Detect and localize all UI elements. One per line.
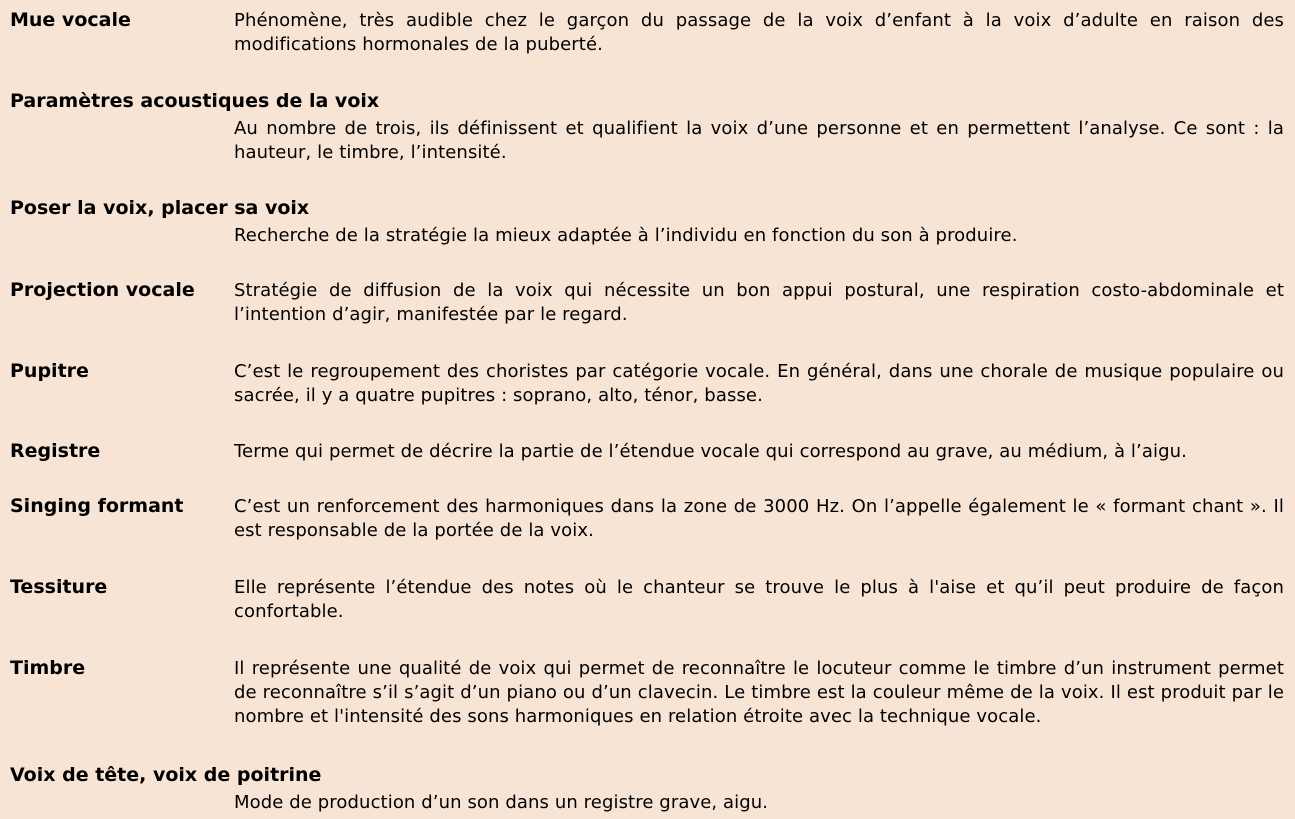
definition: Mode de production d’un son dans un registre grave, aigu. [234,792,769,813]
term: Voix de tête, voix de poitrine [10,764,322,786]
definition: Terme qui permet de décrire la partie de l’étendue vocale qui correspond au grave, au médium, à l’aigu. [234,441,1187,462]
definition: Recherche de la stratégie la mieux adaptée à l’individu en fonction du son à produire. [234,225,1018,246]
term: Pupitre [10,360,89,382]
definition: Elle représente l’étendue des notes où le chanteur se trouve le plus à l'aise et qu’il peut produire de façon confortable. [234,577,1284,622]
term: Registre [10,440,101,462]
term: Timbre [10,657,86,679]
definition: Stratégie de diffusion de la voix qui nécessite un bon appui postural, une respiration costo-abdominale et l’intention d’agir, manifestée par le regard. [234,280,1284,325]
term: Poser la voix, placer sa voix [10,197,310,219]
term: Projection vocale [10,279,195,301]
definition: C’est un renforcement des harmoniques dans la zone de 3000 Hz. On l’appelle également le « formant chant ». Il est responsable de la portée de la voix. [234,496,1284,541]
term: Mue vocale [10,9,131,31]
term: Singing formant [10,495,184,517]
term: Paramètres acoustiques de la voix [10,90,380,112]
definition: Phénomène, très audible chez le garçon du passage de la voix d’enfant à la voix d’adulte en raison des modifications hormonales de la puberté. [234,10,1284,55]
term: Tessiture [10,576,108,598]
definition: C’est le regroupement des choristes par catégorie vocale. En général, dans une chorale de musique populaire ou sacrée, il y a quatre pupitres : soprano, alto, ténor, basse. [234,361,1284,406]
definition: Il représente une qualité de voix qui permet de reconnaître le locuteur comme le timbre d’un instrument permet de reconnaître s’il s’agit d’un piano ou d’un clavecin. Le timbre est la couleur même de la voix. Il est produit par le nombre et l'intensité des sons harmoniques en relation étroite avec la technique vocale. [234,658,1284,727]
definition: Au nombre de trois, ils définissent et qualifient la voix d’une personne et en permettent l’analyse. Ce sont : la hauteur, le timbre, l’intensité. [234,118,1284,163]
